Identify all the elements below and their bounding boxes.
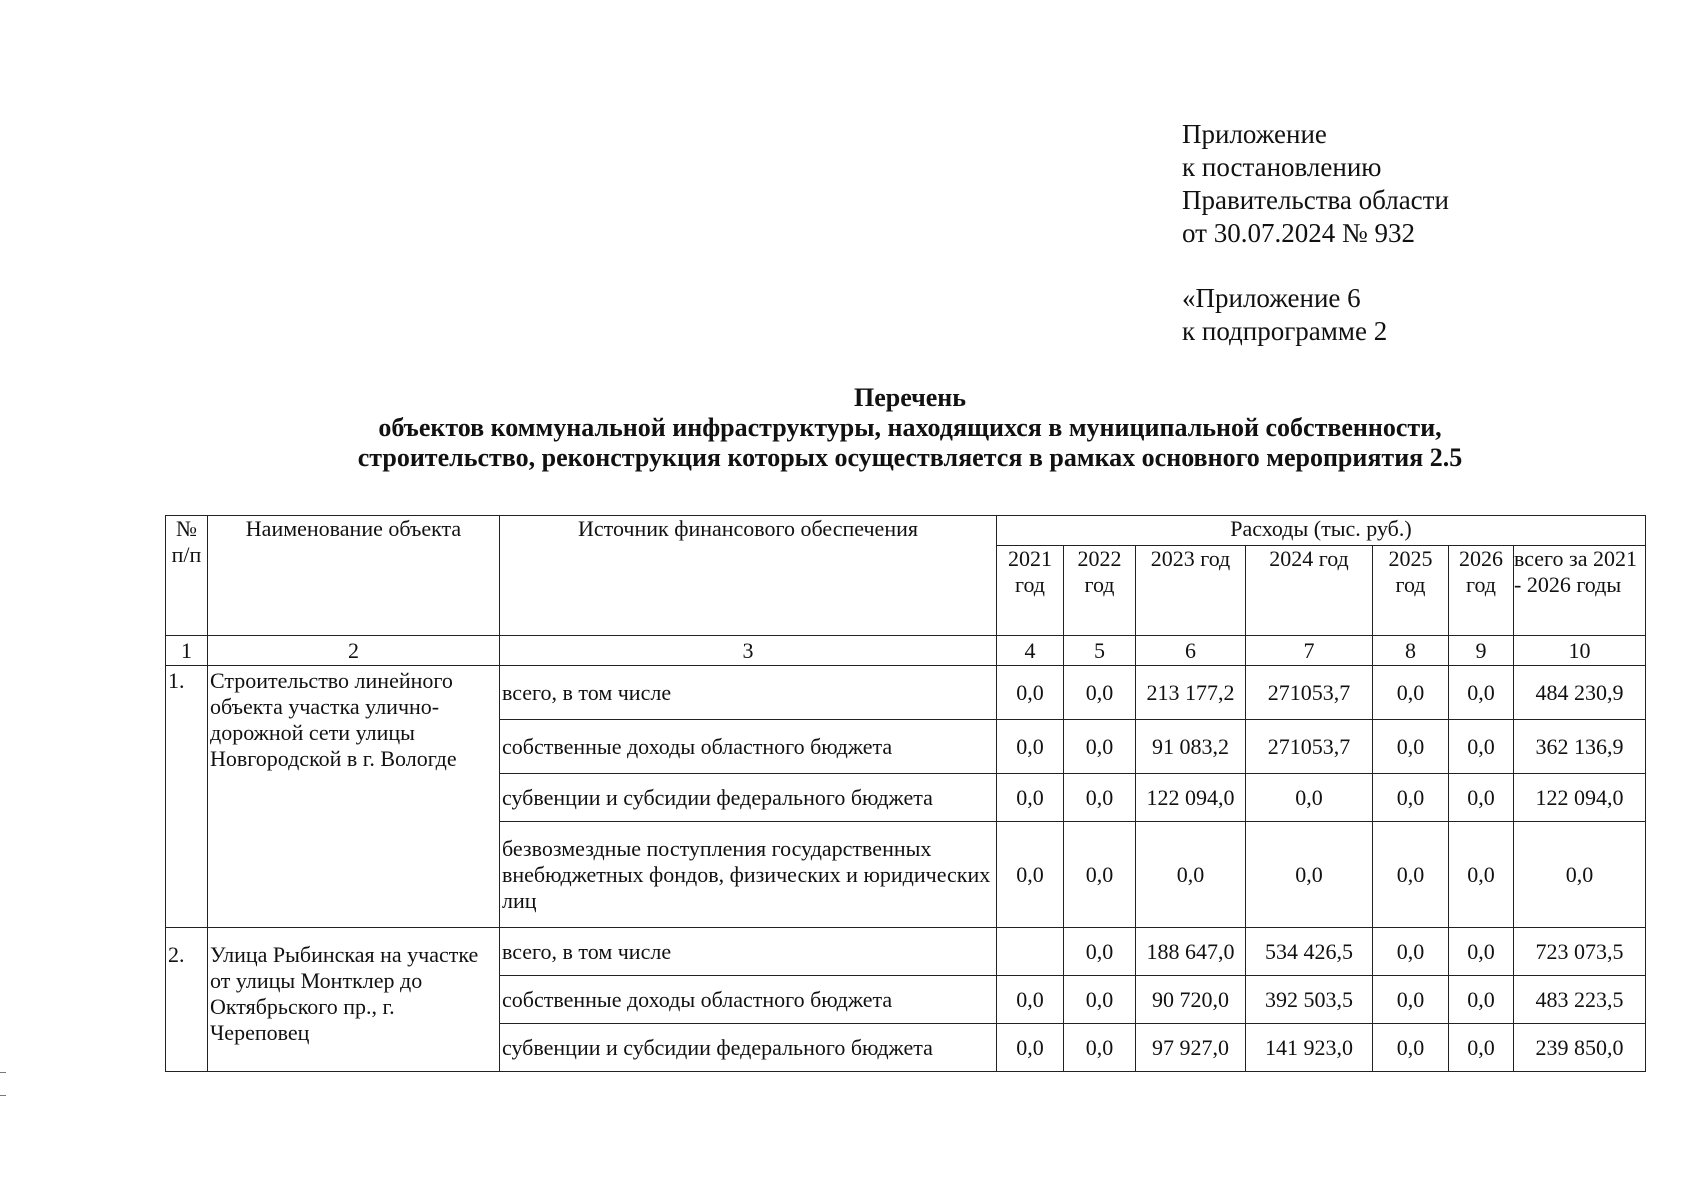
value-cell: 0,0 xyxy=(1064,720,1136,774)
value-cell: 0,0 xyxy=(997,822,1064,928)
column-number: 1 xyxy=(166,636,208,666)
value-cell: 0,0 xyxy=(1064,976,1136,1024)
appendix-block xyxy=(1182,118,1449,348)
table-row xyxy=(166,928,1646,976)
value-cell: 271053,7 xyxy=(1246,720,1373,774)
appendix-line: к подпрограмме 2 xyxy=(1182,316,1388,346)
value-cell: 0,0 xyxy=(1373,774,1449,822)
total-cell: 483 223,5 xyxy=(1514,976,1646,1024)
header-year-2022: 2022 год xyxy=(1064,546,1136,636)
header-year-2025: 2025 год xyxy=(1373,546,1449,636)
column-number: 3 xyxy=(500,636,997,666)
total-cell: 723 073,5 xyxy=(1514,928,1646,976)
appendix-line: Правительства области xyxy=(1182,185,1449,215)
value-cell: 0,0 xyxy=(1064,822,1136,928)
column-number: 2 xyxy=(208,636,500,666)
scan-edge-mark xyxy=(0,1072,6,1096)
header-row xyxy=(166,516,1646,546)
value-cell: 188 647,0 xyxy=(1136,928,1246,976)
title-line: объектов коммунальной инфраструктуры, находящихся в муниципальной собственности, xyxy=(378,413,1442,442)
total-cell: 122 094,0 xyxy=(1514,774,1646,822)
column-number: 4 xyxy=(997,636,1064,666)
header-name: Наименование объекта xyxy=(208,516,500,636)
value-cell: 0,0 xyxy=(1449,928,1514,976)
header-source: Источник финансового обеспечения xyxy=(500,516,997,636)
value-cell: 0,0 xyxy=(1449,822,1514,928)
value-cell: 141 923,0 xyxy=(1246,1024,1373,1072)
header-total: всего за 2021 - 2026 годы xyxy=(1514,546,1646,636)
funding-source: безвозмездные поступления государственных внебюджетных фондов, физических и юридических лиц xyxy=(500,822,997,928)
value-cell: 0,0 xyxy=(1449,976,1514,1024)
funding-source: всего, в том числе xyxy=(500,666,997,720)
value-cell: 0,0 xyxy=(997,666,1064,720)
appendix-line: к постановлению xyxy=(1182,152,1382,182)
column-numbers-row xyxy=(166,636,1646,666)
value-cell: 122 094,0 xyxy=(1136,774,1246,822)
table-row xyxy=(166,666,1646,720)
value-cell: 0,0 xyxy=(997,774,1064,822)
document-title xyxy=(0,383,1697,473)
value-cell: 213 177,2 xyxy=(1136,666,1246,720)
value-cell: 0,0 xyxy=(1449,666,1514,720)
value-cell: 0,0 xyxy=(1373,666,1449,720)
object-name: Улица Рыбинская на участке от улицы Монтклер до Октябрьского пр., г. Череповец xyxy=(208,928,500,1072)
funding-source: субвенции и субсидии федерального бюджета xyxy=(500,774,997,822)
header-year-2024: 2024 год xyxy=(1246,546,1373,636)
value-cell: 0,0 xyxy=(997,976,1064,1024)
objects-table xyxy=(165,515,1646,1072)
title-line: строительство, реконструкция которых осуществляется в рамках основного мероприятия 2.5 xyxy=(357,443,1463,472)
total-cell: 484 230,9 xyxy=(1514,666,1646,720)
value-cell: 97 927,0 xyxy=(1136,1024,1246,1072)
value-cell: 0,0 xyxy=(1449,1024,1514,1072)
header-year-2021: 2021 год xyxy=(997,546,1064,636)
column-number: 7 xyxy=(1246,636,1373,666)
value-cell: 0,0 xyxy=(1064,1024,1136,1072)
column-number: 8 xyxy=(1373,636,1449,666)
funding-source: субвенции и субсидии федерального бюджета xyxy=(500,1024,997,1072)
object-number: 2. xyxy=(166,928,208,1072)
appendix-line: от 30.07.2024 № 932 xyxy=(1182,218,1415,248)
value-cell: 0,0 xyxy=(1373,1024,1449,1072)
value-cell: 0,0 xyxy=(1373,976,1449,1024)
title-line: Перечень xyxy=(853,383,967,412)
total-cell: 362 136,9 xyxy=(1514,720,1646,774)
value-cell: 90 720,0 xyxy=(1136,976,1246,1024)
value-cell: 0,0 xyxy=(997,1024,1064,1072)
value-cell: 0,0 xyxy=(1373,822,1449,928)
object-number: 1. xyxy=(166,666,208,928)
column-number: 5 xyxy=(1064,636,1136,666)
value-cell: 0,0 xyxy=(1136,822,1246,928)
funding-source: всего, в том числе xyxy=(500,928,997,976)
value-cell: 0,0 xyxy=(1064,666,1136,720)
value-cell: 0,0 xyxy=(1246,774,1373,822)
header-num: № п/п xyxy=(166,516,208,636)
funding-source: собственные доходы областного бюджета xyxy=(500,720,997,774)
value-cell: 91 083,2 xyxy=(1136,720,1246,774)
header-year-2026: 2026 год xyxy=(1449,546,1514,636)
total-cell: 0,0 xyxy=(1514,822,1646,928)
appendix-line: Приложение xyxy=(1182,119,1327,149)
value-cell: 0,0 xyxy=(1373,720,1449,774)
spacer xyxy=(1182,250,1449,282)
value-cell: 271053,7 xyxy=(1246,666,1373,720)
object-name: Строительство линейного объекта участка улично-дорожной сети улицы Новгородской в г. Вологде xyxy=(208,666,500,928)
value-cell: 0,0 xyxy=(1246,822,1373,928)
header-expenses: Расходы (тыс. руб.) xyxy=(997,516,1646,546)
column-number: 9 xyxy=(1449,636,1514,666)
funding-source: собственные доходы областного бюджета xyxy=(500,976,997,1024)
total-cell: 239 850,0 xyxy=(1514,1024,1646,1072)
column-number: 6 xyxy=(1136,636,1246,666)
header-year-2023: 2023 год xyxy=(1136,546,1246,636)
value-cell: 0,0 xyxy=(1449,720,1514,774)
value-cell: 0,0 xyxy=(1064,928,1136,976)
column-number: 10 xyxy=(1514,636,1646,666)
appendix-line: «Приложение 6 xyxy=(1182,283,1361,313)
value-cell: 0,0 xyxy=(1064,774,1136,822)
value-cell: 0,0 xyxy=(997,720,1064,774)
value-cell: 534 426,5 xyxy=(1246,928,1373,976)
value-cell: 0,0 xyxy=(1449,774,1514,822)
value-cell: 0,0 xyxy=(1373,928,1449,976)
value-cell: 392 503,5 xyxy=(1246,976,1373,1024)
value-cell xyxy=(997,928,1064,976)
